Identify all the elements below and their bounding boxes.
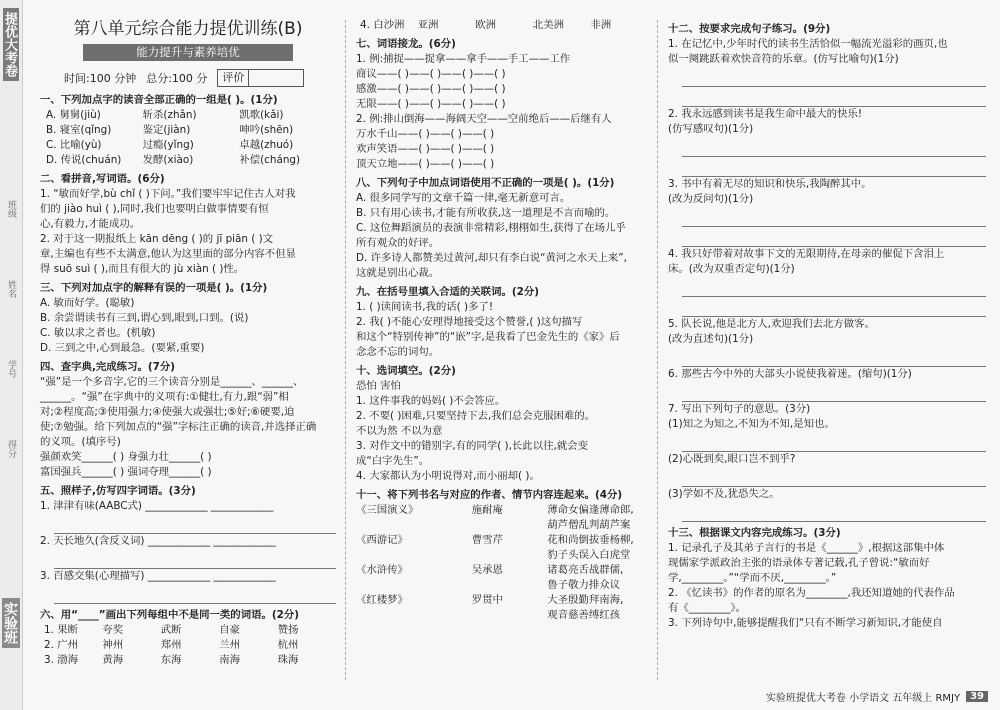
- section-heading: 八、下列句子中加点词语使用不正确的一项是( )。(1分): [356, 177, 615, 189]
- question-line: 和这个“特别传神”的“嵌”字,是我看了巴金先生的《家》后: [356, 331, 620, 343]
- option-cell: 赞扬: [277, 624, 299, 636]
- option-cell: 1. 果断: [44, 624, 78, 636]
- question-line: 感激——( )——( )——( )——( ): [356, 83, 506, 95]
- question-line: 3. 百感交集(心理描写) ____________ ____________: [40, 570, 276, 582]
- question-line: “强”是一个多音字,它的三个读音分别是______、______、: [40, 376, 304, 388]
- exam-meta: [40, 69, 336, 87]
- question-line: A. 很多同学写的文章千篇一律,毫无新意可言。: [356, 192, 571, 204]
- question-line: 5. 队长说,他是北方人,欢迎我们去北方做客。: [668, 318, 875, 330]
- option-grid: [356, 18, 648, 33]
- option-cell: 曹雪芹: [471, 534, 503, 546]
- question-line: 这就是别出心裁。: [356, 267, 440, 279]
- option-cell: 杭州: [277, 639, 299, 651]
- question-line: 1. 这件事我的妈妈( )不会答应。: [356, 395, 506, 407]
- question-line: 7. 写出下列句子的意思。(3分): [668, 403, 811, 415]
- question-line: 1. ( )读间读书,我的话( )多了!: [356, 301, 494, 313]
- column-2: [356, 18, 648, 623]
- question-line: 2. 《忆读书》的作者的原名为________,我还知道她的代表作品: [668, 587, 955, 599]
- footer-text: 实验班提优大考卷 小学语文 五年级上 RMJY: [765, 693, 961, 704]
- answer-line[interactable]: [682, 137, 986, 157]
- question-line: 章,主编也有些不太满意,他认为这里面的部分内容不但显: [40, 248, 296, 260]
- question-line: 1. “敏而好学,bù chǐ ( )下问。”我们要牢牢记住古人对我: [40, 188, 296, 200]
- option-cell: 2. 广州: [44, 639, 78, 651]
- answer-line[interactable]: [682, 382, 986, 402]
- answer-line[interactable]: [682, 227, 986, 247]
- question-line: (3)学如不及,犹恐失之。: [668, 488, 780, 500]
- answer-line[interactable]: [682, 467, 986, 487]
- answer-line[interactable]: [54, 584, 336, 604]
- column-1-body: [40, 93, 336, 668]
- option-cell: 补偿(cháng): [239, 154, 301, 166]
- question-line: 商议——( )——( )——( )——( ): [356, 68, 506, 80]
- page-subtitle: 能力提升与素养培优: [83, 44, 293, 61]
- section-heading: 三、下列对加点字的解释有误的一项是( )。(1分): [40, 282, 268, 294]
- option-cell: 兰州: [219, 639, 240, 651]
- option-cell: [472, 518, 548, 533]
- option-cell: 卓越(zhuó): [239, 139, 294, 151]
- question-line: 2. 例:排山倒海——海阔天空——空前绝后——后继有人: [356, 113, 612, 125]
- column-1: [40, 0, 336, 668]
- option-cell: 神州: [102, 639, 124, 651]
- option-cell: 施耐庵: [471, 504, 503, 516]
- question-line: B. 余尝谓读书有三到,谓心到,眼到,口到。(说): [40, 312, 249, 324]
- option-cell: 观音慈善缚红孩: [547, 609, 621, 621]
- question-line: 2. 我( )不能心安理得地接受这个赞誉,( )这句描写: [356, 316, 583, 328]
- spine-title: 提优大考卷: [3, 8, 19, 81]
- option-cell: 武断: [160, 624, 182, 636]
- question-line: 不以为然 不以为意: [356, 425, 443, 437]
- page-footer: [766, 689, 988, 704]
- option-cell: [356, 578, 472, 593]
- question-line: 3. 对作文中的错别字,有的同学( ),长此以往,就会变: [356, 440, 588, 452]
- question-line: D. 许多诗人都赞美过黄河,却只有李白说“黄河之水天上来”,: [356, 252, 627, 264]
- question-line: 对;②程度高;③使用强力;④使强大或强壮;⑤好;⑥硬要,迫: [40, 406, 295, 418]
- question-line: 无限——( )——( )——( )——( ): [356, 98, 506, 110]
- column-divider: [345, 20, 346, 680]
- option-cell: [356, 518, 472, 533]
- section-heading: 一、下列加点字的读音全部正确的一组是( )。(1分): [40, 94, 278, 106]
- question-line: (改为直述句)(1分): [668, 333, 754, 345]
- section-heading: 四、查字典,完成练习。(7分): [40, 361, 175, 373]
- option-cell: 3. 渤海: [44, 654, 78, 666]
- answer-line[interactable]: [682, 277, 986, 297]
- question-line: 3. 下列诗句中,能够提醒我们“只有不断学习新知识,才能使自: [668, 617, 943, 629]
- option-cell: 发酵(xiào): [142, 154, 194, 166]
- option-cell: 郑州: [160, 639, 182, 651]
- option-cell: 自豪: [219, 624, 240, 636]
- question-line: 强颜欢笑______( ) 身强力壮______( ): [40, 451, 212, 463]
- section-heading: 二、看拼音,写词语。(6分): [40, 173, 165, 185]
- option-cell: 欧洲: [475, 19, 496, 31]
- option-cell: 南海: [219, 654, 240, 666]
- option-grid: [40, 108, 336, 168]
- question-line: C. 这位舞蹈演员的表演非常精彩,栩栩如生,获得了在场儿乎: [356, 222, 626, 234]
- section-heading: 五、照样子,仿写四字词语。(3分): [40, 485, 196, 497]
- answer-line[interactable]: [54, 549, 336, 569]
- question-line: A. 敏而好学。(聪敏): [40, 297, 135, 309]
- option-cell: 4. 白沙洲: [360, 19, 405, 31]
- question-line: 2. 对于这一期报纸上 kān dēng ( )的 jī piān ( )文: [40, 233, 274, 245]
- section-heading: 七、词语接龙。(6分): [356, 38, 456, 50]
- answer-line[interactable]: [682, 157, 986, 177]
- option-cell: 黄海: [102, 654, 124, 666]
- option-cell: 过瘾(yǐng): [142, 139, 194, 151]
- option-cell: 豹子头误入白虎堂: [547, 549, 631, 561]
- rating-box[interactable]: [217, 69, 304, 87]
- question-line: (改为反问句)(1分): [668, 193, 754, 205]
- option-cell: 花和尚倒拔垂杨柳,: [547, 534, 634, 546]
- option-cell: [472, 608, 548, 623]
- question-line: 的义项。(填序号): [40, 436, 121, 448]
- option-cell: 薄命女偏逢薄命郎,: [547, 504, 634, 516]
- question-line: 似一阕跳跃着欢快音符的乐章。(仿写比喻句)(1分): [668, 53, 899, 65]
- page-number: 39: [966, 691, 988, 702]
- option-cell: 诸葛亮舌战群儒,: [547, 564, 624, 576]
- question-line: 4. 大家都认为小明说得对,而小丽却( )。: [356, 470, 540, 482]
- option-cell: 亚洲: [417, 19, 439, 31]
- question-line: 使;⑦勉强。给下列加点的“强”字标注正确的读音,并选择正确: [40, 421, 317, 433]
- option-cell: 葫芦僧乱判葫芦案: [547, 519, 631, 531]
- option-cell: 东海: [160, 654, 182, 666]
- section-heading: 六、用“____”画出下列每组中不是同一类的词语。(2分): [40, 609, 299, 621]
- question-line: 万水千山——( )——( )——( ): [356, 128, 495, 140]
- answer-line[interactable]: [682, 87, 986, 107]
- question-line: B. 只有用心读书,才能有所收获,这一道理是不言而喻的。: [356, 207, 616, 219]
- column-3: [668, 18, 986, 631]
- question-line: ______。“强”在字典中的义项有:①健壮,有力,跟“弱”相: [40, 391, 289, 403]
- answer-line[interactable]: [682, 432, 986, 452]
- total-score: 总分:100 分: [146, 71, 208, 85]
- section-heading: 十二、按要求完成句子练习。(9分): [668, 23, 831, 35]
- question-line: 得 suō suì ( ),而且有很大的 jù xiàn ( )性。: [40, 263, 245, 275]
- section-heading: 九、在括号里填入合适的关联词。(2分): [356, 286, 539, 298]
- question-line: C. 敏以求之者也。(机敏): [40, 327, 156, 339]
- column-divider: [657, 20, 658, 680]
- question-line: 所有观众的好评。: [356, 237, 440, 249]
- option-cell: 大圣殷勤拜南海,: [547, 594, 624, 606]
- question-line: (2)心既到矣,眼口岂不到乎?: [668, 453, 796, 465]
- question-line: 6. 那些古今中外的大部头小说使我着迷。(缩句)(1分): [668, 368, 912, 380]
- question-line: (仿写感叹句)(1分): [668, 123, 754, 135]
- question-line: 顶天立地——( )——( )——( ): [356, 158, 495, 170]
- answer-line[interactable]: [682, 347, 986, 367]
- rating-label: 评价: [222, 71, 245, 84]
- option-cell: C. 比喻(yù): [46, 139, 102, 151]
- answer-line[interactable]: [682, 502, 986, 522]
- question-line: 2. 我永远感到读书是我生命中最大的快乐!: [668, 108, 863, 120]
- time-limit: 时间:100 分钟: [64, 71, 137, 85]
- option-cell: A. 舅舅(jiù): [46, 109, 101, 121]
- question-line: 们的 jiào huì ( ),同时,我们也要明白做事情要有恒: [40, 203, 269, 215]
- question-line: 有《________》。: [668, 602, 746, 614]
- question-line: 1. 记录孔子及其弟子言行的书是《______》,根据这部集中体: [668, 542, 945, 554]
- option-cell: 夸奖: [102, 624, 124, 636]
- option-cell: 《三国演义》: [356, 504, 419, 516]
- option-cell: 北美洲: [532, 19, 564, 31]
- option-cell: [472, 548, 548, 563]
- option-cell: 呻吟(shēn): [239, 124, 294, 136]
- section-heading: 十、选词填空。(2分): [356, 365, 456, 377]
- question-line: 成“白字先生”。: [356, 455, 430, 467]
- answer-line[interactable]: [682, 67, 986, 87]
- option-cell: [356, 608, 472, 623]
- spine-label-number: 学号: [6, 360, 16, 378]
- question-line: (1)知之为知之,不知为不知,是知也。: [668, 418, 835, 430]
- option-cell: [356, 548, 472, 563]
- question-line: 学,________。”“学而不厌,________。”: [668, 572, 837, 584]
- option-cell: 凯歌(kǎi): [239, 109, 284, 121]
- question-line: 床。(改为双重否定句)(1分): [668, 263, 795, 275]
- question-line: 恐怕 害怕: [356, 380, 401, 392]
- question-line: 心,有毅力,才能成功。: [40, 218, 141, 230]
- spine-label-name: 姓名: [6, 280, 16, 298]
- question-line: 现儒家学派政治主张的语录体专著记载,孔子曾说:“敏而好: [668, 557, 930, 569]
- question-line: 4. 我只好带着对故事下文的无限期待,在母亲的催促下含泪上: [668, 248, 945, 260]
- option-cell: 《红楼梦》: [356, 594, 408, 606]
- option-cell: 《水浒传》: [356, 564, 408, 576]
- option-cell: 《西游记》: [356, 534, 408, 546]
- option-cell: D. 传说(chuán): [46, 154, 122, 166]
- question-line: 2. 天长地久(含反义词) ____________ ____________: [40, 535, 276, 547]
- question-line: 2. 不要( )困难,只要坚持下去,我们总会克服困难的。: [356, 410, 596, 422]
- section-heading: 十一、将下列书名与对应的作者、情节内容连起来。(4分): [356, 489, 623, 501]
- option-cell: 珠海: [277, 654, 299, 666]
- question-line: 1. 津津有味(AABC式) ____________ ____________: [40, 500, 274, 512]
- book-matching: [356, 503, 648, 623]
- option-cell: B. 寝室(qǐng): [46, 124, 112, 136]
- option-cell: 鲁子敬力排众议: [547, 579, 621, 591]
- spine-brand: 实验班: [2, 598, 20, 648]
- question-line: 1. 例:捕捉——捉拿——拿手——手工——工作: [356, 53, 571, 65]
- question-line: 念念不忘的词句。: [356, 346, 440, 358]
- answer-line[interactable]: [54, 514, 336, 534]
- section-heading: 十三、根据课文内容完成练习。(3分): [668, 527, 841, 539]
- spine-label-score: 得分: [6, 440, 16, 458]
- answer-line[interactable]: [682, 297, 986, 317]
- option-cell: 非洲: [590, 19, 612, 31]
- rating-field[interactable]: [248, 70, 303, 86]
- spine: [0, 0, 23, 710]
- question-line: 3. 书中有着无尽的知识和快乐,我陶醉其中。: [668, 178, 872, 190]
- spine-label-class: 班级: [6, 200, 16, 218]
- question-line: 1. 在记忆中,少年时代的读书生活恰似一幅流光溢彩的画页,也: [668, 38, 948, 50]
- option-grid: [40, 623, 336, 668]
- page-title: 第八单元综合能力提优训练(B): [73, 19, 303, 39]
- option-cell: 罗贯中: [471, 594, 503, 606]
- option-cell: 斩杀(zhǎn): [142, 109, 197, 121]
- question-line: 欢声笑语——( )——( )——( ): [356, 143, 495, 155]
- question-line: D. 三到之中,心到最急。(要紧,重要): [40, 342, 205, 354]
- option-cell: 吴承恩: [471, 564, 503, 576]
- answer-line[interactable]: [682, 207, 986, 227]
- option-cell: 鉴定(jiàn): [142, 124, 191, 136]
- question-line: 富国强兵______( ) 强词夺理______( ): [40, 466, 212, 478]
- option-cell: [472, 578, 548, 593]
